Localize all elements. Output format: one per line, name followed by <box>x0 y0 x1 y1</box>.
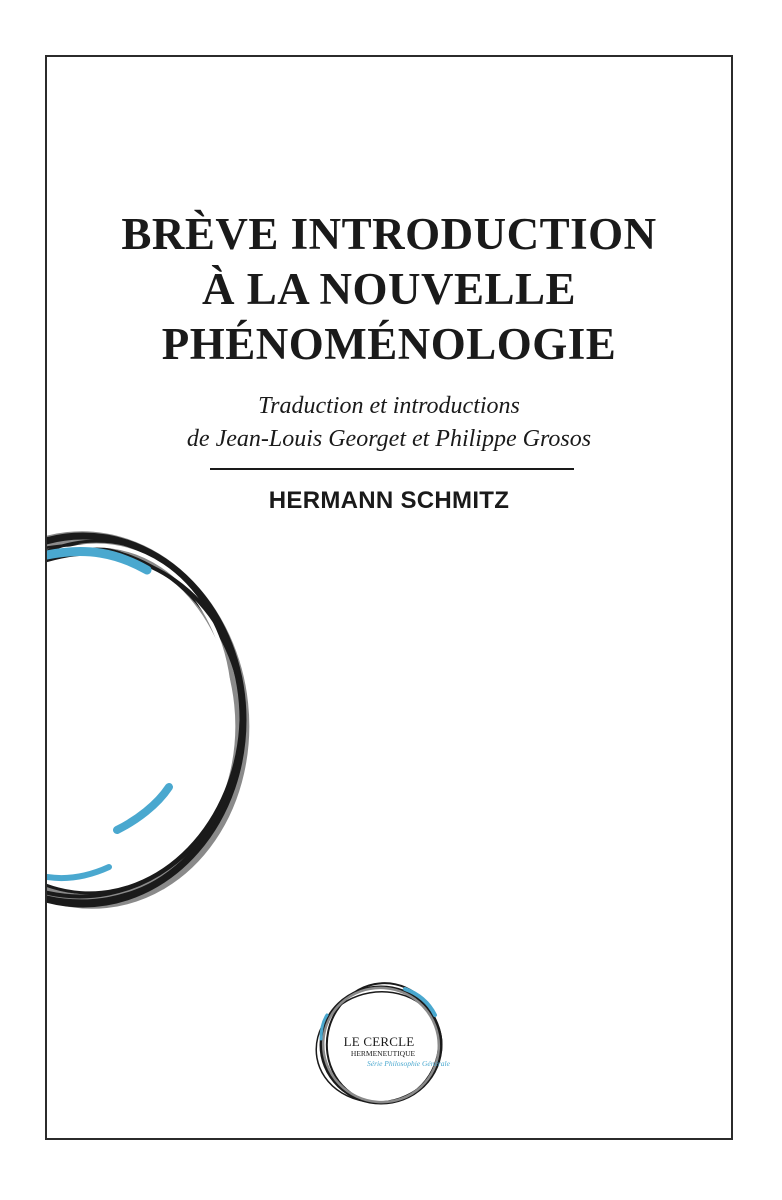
subtitle-line-2: de Jean-Louis Georget et Philippe Grosos <box>186 426 592 452</box>
book-cover <box>45 55 733 1140</box>
book-title <box>47 207 731 372</box>
publisher-logo <box>309 979 479 1109</box>
divider-rule <box>210 468 574 470</box>
series-name: Série Philosophie Générale <box>367 1059 450 1068</box>
subtitle-line-1: Traduction et introductions <box>258 393 520 419</box>
translation-credit <box>47 390 731 456</box>
author-name: HERMANN SCHMITZ <box>268 487 510 514</box>
publisher-subname: HERMENEUTIQUE <box>350 1049 416 1058</box>
publisher-name: LE CERCLE <box>343 1034 415 1049</box>
title-line-3: PHÉNOMÉNOLOGIE <box>161 319 617 369</box>
hand-drawn-circle-icon <box>47 525 267 915</box>
title-line-1: BRÈVE INTRODUCTION <box>121 209 657 259</box>
title-line-2: À LA NOUVELLE <box>201 264 577 314</box>
